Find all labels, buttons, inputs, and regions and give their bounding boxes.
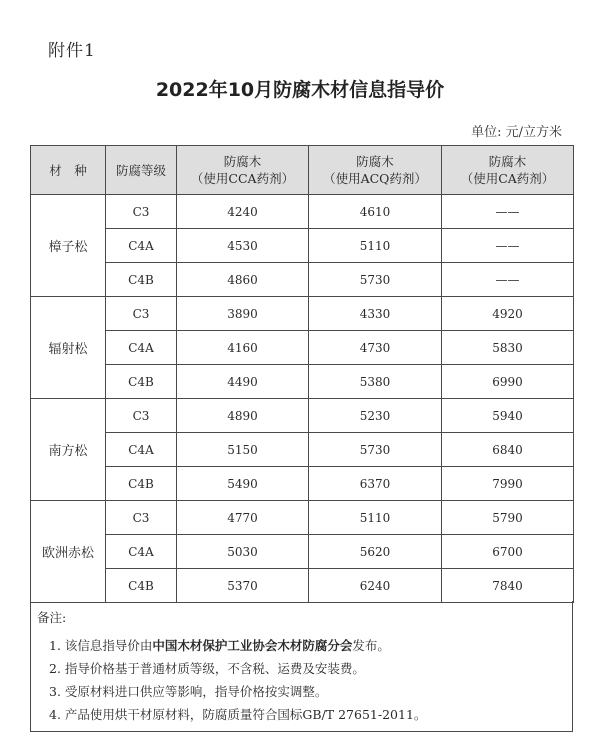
species-cell: 欧洲赤松 [31, 501, 106, 603]
cca-cell: 4860 [177, 263, 309, 297]
acq-cell: 5730 [309, 433, 442, 467]
note-emphasis: 中国木材保护工业协会木材防腐分会 [152, 638, 353, 653]
table-row [31, 297, 574, 331]
table-row [31, 263, 574, 297]
note-text: 1. 该信息指导价由 [49, 638, 153, 653]
header-species: 材 种 [31, 146, 106, 195]
acq-cell: 5230 [309, 399, 442, 433]
grade-cell: C4B [106, 263, 177, 297]
grade-cell: C4A [106, 535, 177, 569]
acq-cell: 5730 [309, 263, 442, 297]
grade-cell: C4B [106, 467, 177, 501]
header-cca-line1: 防腐木 [223, 154, 262, 169]
note-text: 4. 产品使用烘干材原材料，防腐质量符合国标GB/T 27651-2011。 [49, 707, 427, 722]
note-text: 3. 受原材料进口供应等影响，指导价格按实调整。 [49, 684, 328, 699]
ca-cell: —— [442, 195, 574, 229]
attachment-label: 附件1 [48, 41, 96, 61]
cca-cell: 5030 [177, 535, 309, 569]
table-row [31, 229, 574, 263]
acq-cell: 6240 [309, 569, 442, 603]
ca-cell: 6990 [442, 365, 574, 399]
ca-cell: 5830 [442, 331, 574, 365]
table-row [31, 569, 574, 603]
cca-cell: 4530 [177, 229, 309, 263]
cca-cell: 4490 [177, 365, 309, 399]
table-row [31, 195, 574, 229]
acq-cell: 6370 [309, 467, 442, 501]
header-acq-line1: 防腐木 [356, 154, 394, 169]
note-item-4 [49, 705, 426, 723]
ca-cell: 4920 [442, 297, 574, 331]
ca-cell: 5790 [442, 501, 574, 535]
acq-cell: 5110 [309, 229, 442, 263]
ca-cell: 6840 [442, 433, 574, 467]
cca-cell: 5370 [177, 569, 309, 603]
cca-cell: 3890 [177, 297, 309, 331]
note-text: 2. 指导价格基于普通材质等级，不含税、运费及安装费。 [49, 661, 365, 676]
ca-cell: 7840 [442, 569, 574, 603]
grade-cell: C4A [106, 229, 177, 263]
table-row [31, 365, 574, 399]
header-cca [177, 146, 309, 195]
ca-cell: —— [442, 229, 574, 263]
species-cell: 辐射松 [31, 297, 106, 399]
header-cca-line2: （使用CCA药剂） [190, 171, 295, 186]
note-text: 发布。 [352, 638, 390, 653]
table-row [31, 501, 574, 535]
grade-cell: C4A [106, 433, 177, 467]
notes-label: 备注: [37, 610, 67, 625]
cca-cell: 4240 [177, 195, 309, 229]
cca-cell: 5490 [177, 467, 309, 501]
note-item-2 [49, 659, 365, 677]
header-acq-line2: （使用ACQ药剂） [323, 171, 427, 186]
grade-cell: C4B [106, 569, 177, 603]
cca-cell: 5150 [177, 433, 309, 467]
cca-cell: 4160 [177, 331, 309, 365]
acq-cell: 5620 [309, 535, 442, 569]
cca-cell: 4890 [177, 399, 309, 433]
grade-cell: C3 [106, 399, 177, 433]
header-acq [309, 146, 442, 195]
ca-cell: —— [442, 263, 574, 297]
acq-cell: 4610 [309, 195, 442, 229]
ca-cell: 5940 [442, 399, 574, 433]
acq-cell: 4730 [309, 331, 442, 365]
table-row [31, 467, 574, 501]
table-row [31, 331, 574, 365]
grade-cell: C4B [106, 365, 177, 399]
acq-cell: 5380 [309, 365, 442, 399]
page-title: 2022年10月防腐木材信息指导价 [155, 79, 445, 101]
table-row [31, 535, 574, 569]
table-row [31, 399, 574, 433]
table-header-row [31, 146, 574, 195]
acq-cell: 4330 [309, 297, 442, 331]
unit-label: 单位: 元/立方米 [471, 125, 562, 140]
header-ca-line1: 防腐木 [488, 154, 527, 169]
grade-cell: C3 [106, 297, 177, 331]
species-cell: 樟子松 [31, 195, 106, 297]
note-item-1 [49, 636, 390, 654]
price-table [30, 145, 574, 603]
table-body [31, 195, 574, 603]
cca-cell: 4770 [177, 501, 309, 535]
species-cell: 南方松 [31, 399, 106, 501]
notes-box [30, 601, 573, 732]
grade-cell: C3 [106, 501, 177, 535]
note-item-3 [49, 682, 327, 700]
ca-cell: 7990 [442, 467, 574, 501]
acq-cell: 5110 [309, 501, 442, 535]
ca-cell: 6700 [442, 535, 574, 569]
header-ca [442, 146, 574, 195]
table-row [31, 433, 574, 467]
header-grade: 防腐等级 [106, 146, 177, 195]
grade-cell: C3 [106, 195, 177, 229]
header-ca-line2: （使用CA药剂） [460, 171, 555, 186]
grade-cell: C4A [106, 331, 177, 365]
